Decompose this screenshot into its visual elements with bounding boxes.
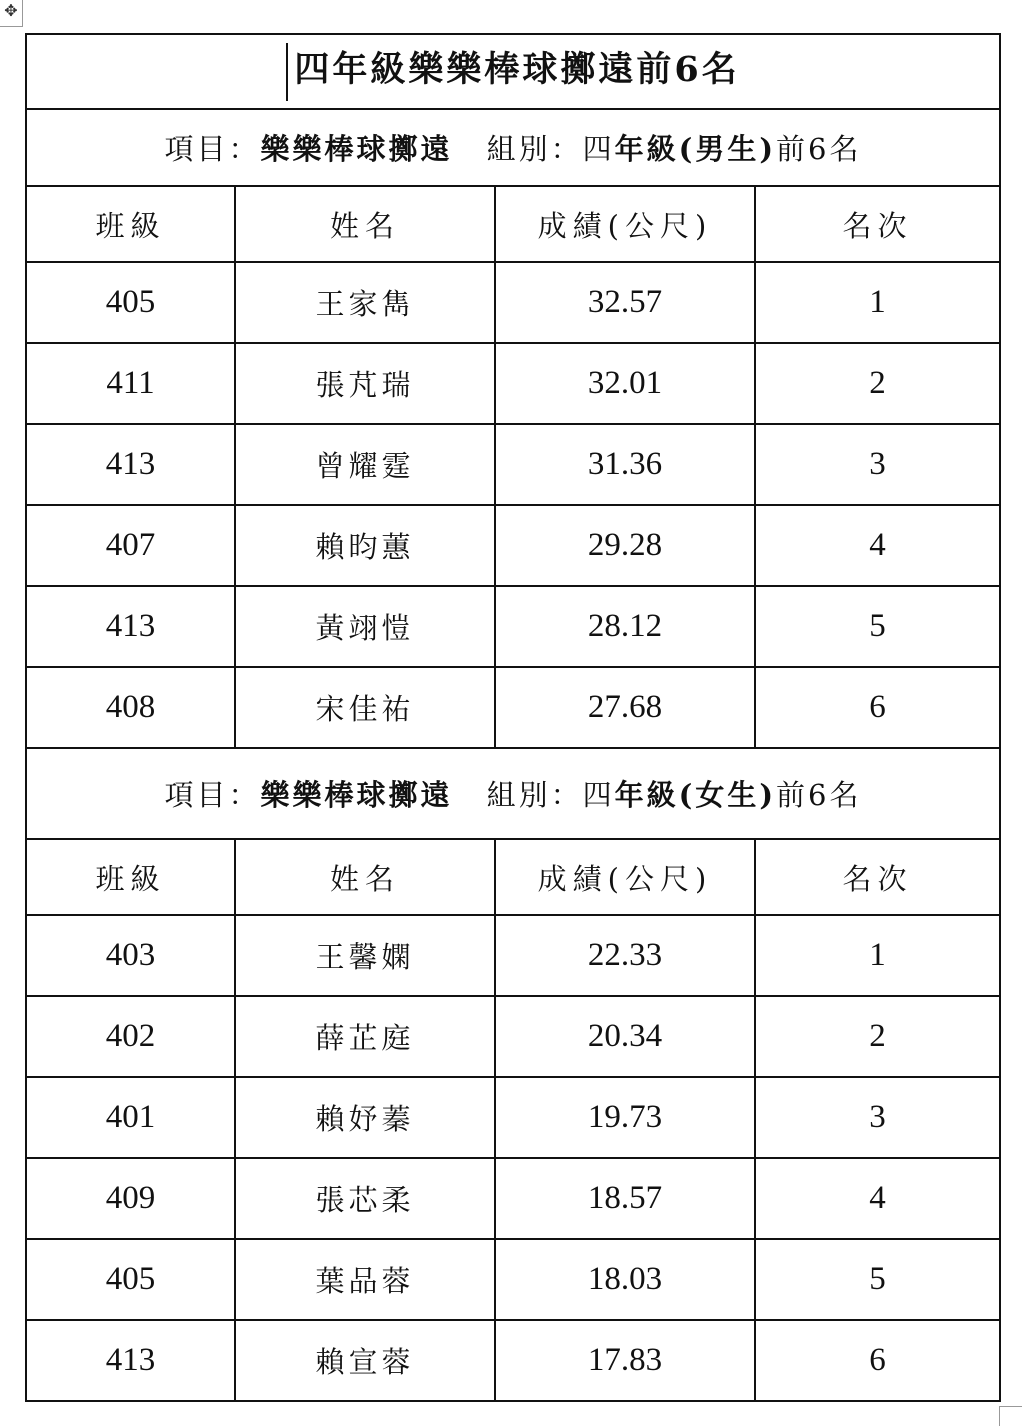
rank-cell: 5 [755, 1239, 1000, 1320]
group-name: 年級(男生) [614, 132, 777, 166]
table-row [26, 424, 1000, 505]
table-row [26, 1320, 1000, 1401]
rank-cell: 5 [755, 586, 1000, 667]
grade-prefix: 四 [582, 132, 615, 166]
class-cell: 413 [26, 1320, 235, 1401]
group-suffix: 前6名 [776, 778, 862, 812]
name-cell: 曾耀霆 [235, 424, 495, 505]
table-row [26, 343, 1000, 424]
table-row [26, 262, 1000, 343]
rank-cell: 6 [755, 667, 1000, 748]
section-header-cell [26, 109, 1000, 186]
name-cell: 王家雋 [235, 262, 495, 343]
group-suffix: 前6名 [776, 132, 862, 166]
rank-cell: 2 [755, 996, 1000, 1077]
column-header-rank: 名次 [755, 839, 1000, 915]
section-header-boys [26, 109, 1000, 186]
class-cell: 408 [26, 667, 235, 748]
event-name: 樂樂棒球擲遠 [260, 778, 453, 812]
score-cell: 22.33 [495, 915, 755, 996]
title-row [26, 34, 1000, 109]
rank-cell: 2 [755, 343, 1000, 424]
column-header-name: 姓名 [235, 839, 495, 915]
name-cell: 張芃瑞 [235, 343, 495, 424]
rank-cell: 1 [755, 915, 1000, 996]
grade-prefix: 四 [582, 778, 615, 812]
event-name: 樂樂棒球擲遠 [260, 132, 453, 166]
class-cell: 407 [26, 505, 235, 586]
table-move-handle-icon[interactable]: ✥ [0, 0, 23, 27]
column-header-score: 成績(公尺) [495, 839, 755, 915]
class-cell: 405 [26, 262, 235, 343]
class-cell: 409 [26, 1158, 235, 1239]
name-cell: 宋佳祐 [235, 667, 495, 748]
name-cell: 王馨嫻 [235, 915, 495, 996]
score-cell: 28.12 [495, 586, 755, 667]
column-header-class: 班級 [26, 186, 235, 262]
name-cell: 賴妤蓁 [235, 1077, 495, 1158]
class-cell: 411 [26, 343, 235, 424]
class-cell: 403 [26, 915, 235, 996]
name-cell: 葉品蓉 [235, 1239, 495, 1320]
name-cell: 賴昀蕙 [235, 505, 495, 586]
rank-cell: 1 [755, 262, 1000, 343]
rank-cell: 3 [755, 424, 1000, 505]
score-cell: 29.28 [495, 505, 755, 586]
column-header-score: 成績(公尺) [495, 186, 755, 262]
section-header-cell [26, 748, 1000, 839]
class-cell: 413 [26, 586, 235, 667]
text-cursor [286, 43, 288, 101]
table-row [26, 1077, 1000, 1158]
score-cell: 19.73 [495, 1077, 755, 1158]
table-row [26, 586, 1000, 667]
score-cell: 32.01 [495, 343, 755, 424]
page-title: 四年級樂樂棒球擲遠前6名 [294, 49, 740, 91]
class-cell: 402 [26, 996, 235, 1077]
rank-cell: 4 [755, 1158, 1000, 1239]
score-cell: 32.57 [495, 262, 755, 343]
name-cell: 賴宣蓉 [235, 1320, 495, 1401]
group-label: 組別： [486, 132, 583, 166]
name-cell: 黃翊愷 [235, 586, 495, 667]
score-cell: 31.36 [495, 424, 755, 505]
table-row [26, 667, 1000, 748]
group-name: 年級(女生) [614, 778, 777, 812]
column-header-class: 班級 [26, 839, 235, 915]
column-header-row [26, 839, 1000, 915]
score-cell: 18.57 [495, 1158, 755, 1239]
class-cell: 413 [26, 424, 235, 505]
score-cell: 18.03 [495, 1239, 755, 1320]
table-row [26, 505, 1000, 586]
table-row [26, 1239, 1000, 1320]
score-cell: 17.83 [495, 1320, 755, 1401]
column-header-rank: 名次 [755, 186, 1000, 262]
name-cell: 薛芷庭 [235, 996, 495, 1077]
class-cell: 405 [26, 1239, 235, 1320]
rank-cell: 3 [755, 1077, 1000, 1158]
class-cell: 401 [26, 1077, 235, 1158]
group-label: 組別： [486, 778, 583, 812]
name-cell: 張芯柔 [235, 1158, 495, 1239]
item-label: 項目： [164, 778, 261, 812]
score-cell: 27.68 [495, 667, 755, 748]
table-resize-handle[interactable] [999, 1406, 1022, 1426]
title-cell[interactable] [26, 34, 1000, 109]
score-cell: 20.34 [495, 996, 755, 1077]
column-header-row [26, 186, 1000, 262]
table-row [26, 996, 1000, 1077]
table-row [26, 1158, 1000, 1239]
results-table [25, 33, 1001, 1402]
column-header-name: 姓名 [235, 186, 495, 262]
table-row [26, 915, 1000, 996]
rank-cell: 4 [755, 505, 1000, 586]
rank-cell: 6 [755, 1320, 1000, 1401]
item-label: 項目： [164, 132, 261, 166]
section-header-girls [26, 748, 1000, 839]
